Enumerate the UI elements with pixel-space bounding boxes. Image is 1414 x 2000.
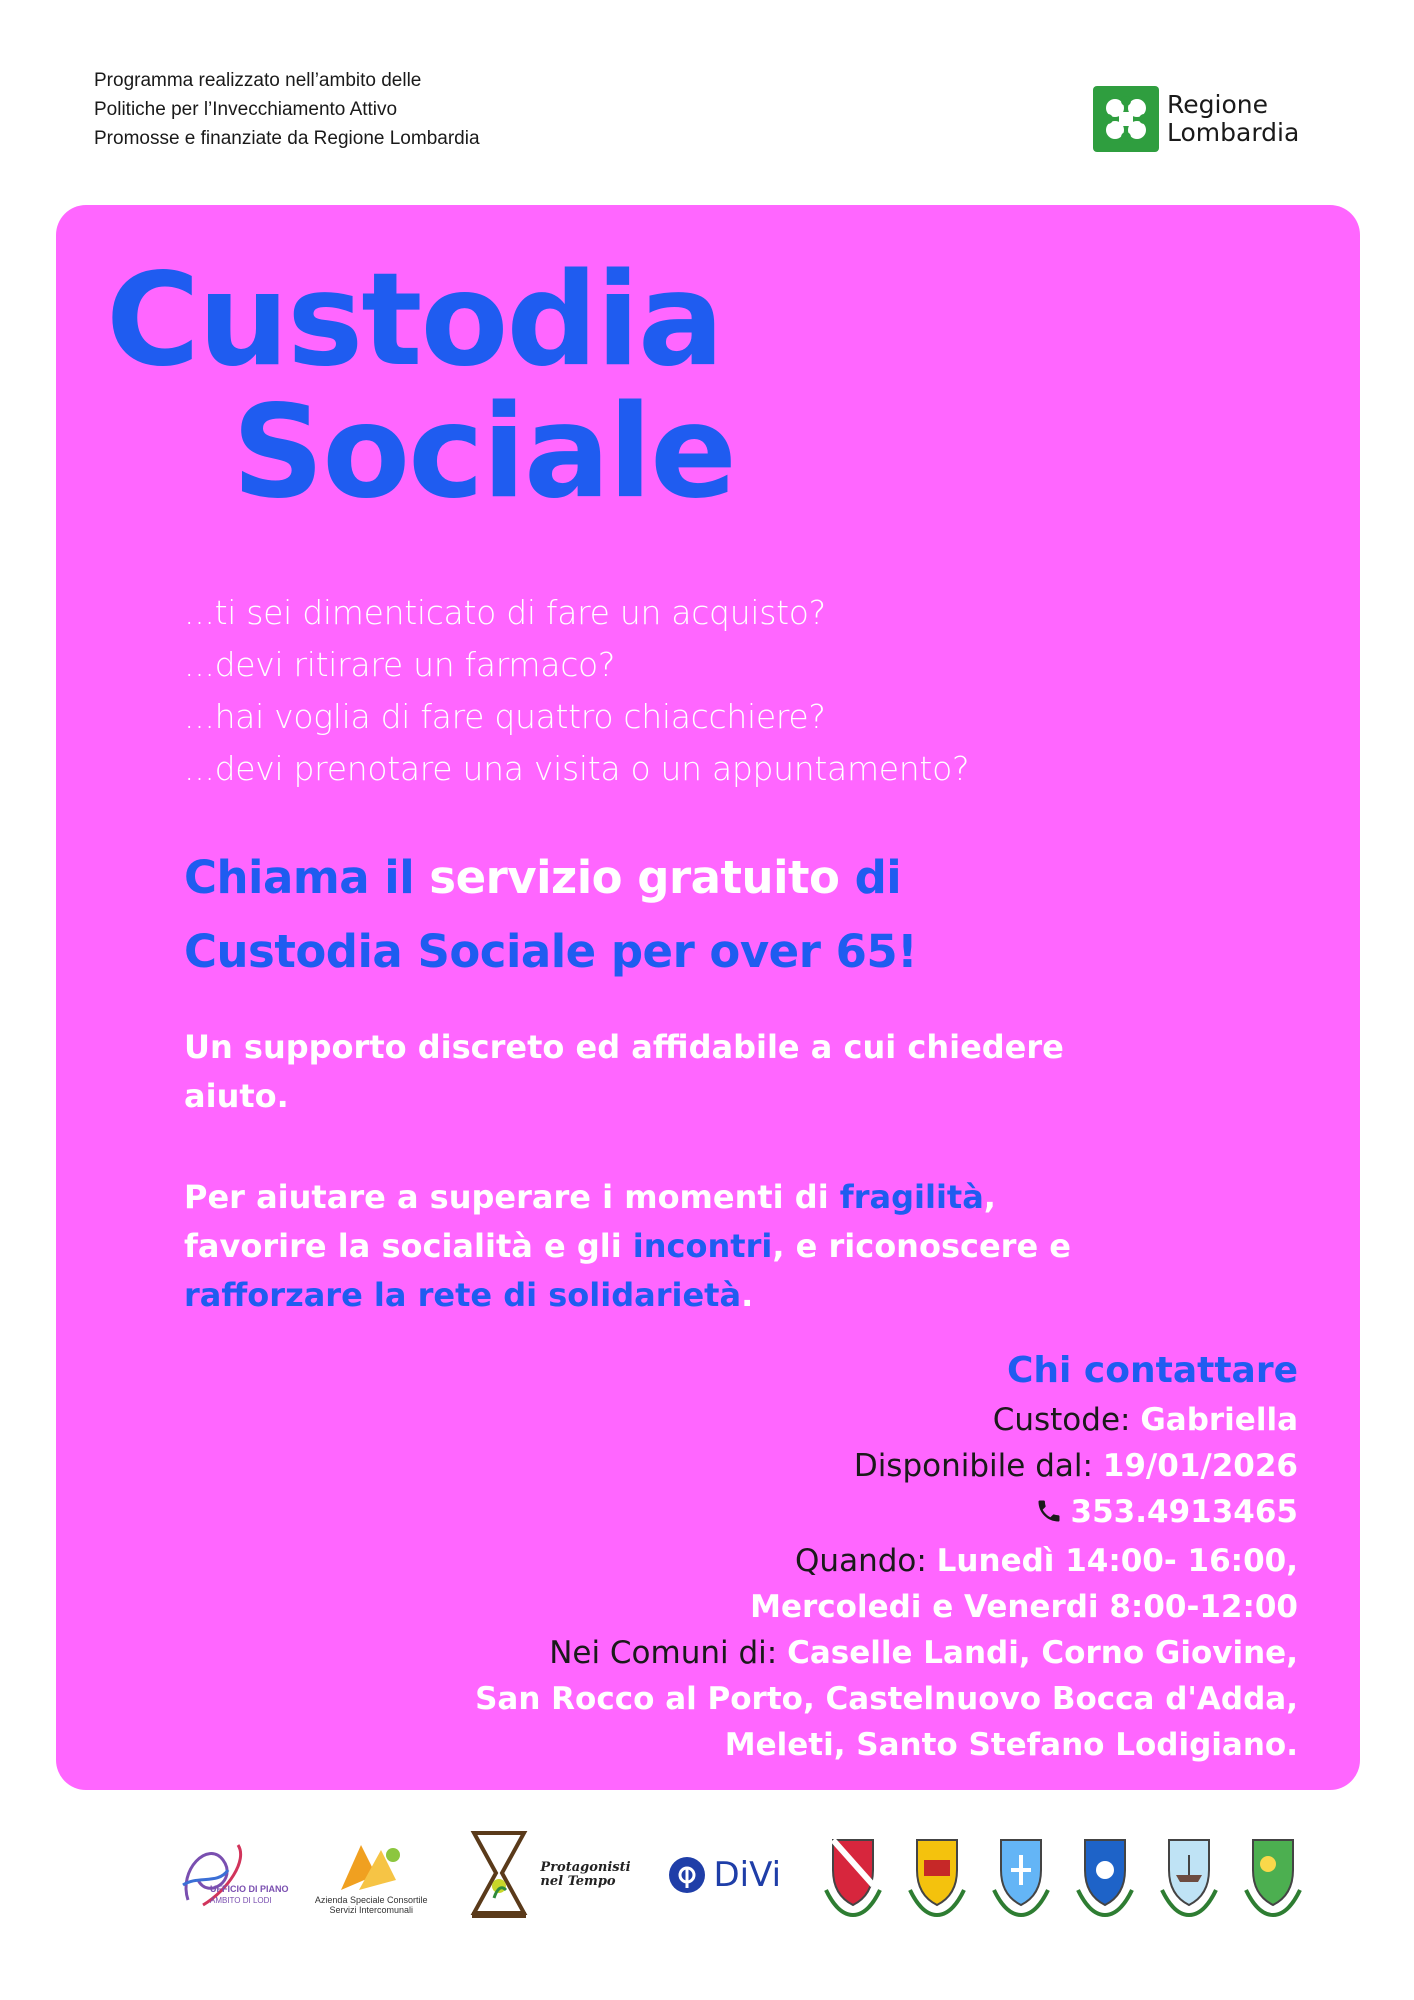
- program-note: [94, 66, 480, 153]
- available-label: Disponibile dal:: [853, 1448, 1103, 1484]
- program-note-line: Promosse e finanziate da Regione Lombardia: [94, 128, 480, 149]
- crest-icon-4: [1070, 1830, 1140, 1920]
- comuni-label: Nei Comuni di:: [549, 1635, 788, 1671]
- ufficio-di-piano-logo: [168, 1830, 289, 1920]
- poster-panel: [56, 205, 1360, 1790]
- phone-row[interactable]: [475, 1489, 1298, 1538]
- purpose-part: , e riconoscere e: [772, 1227, 1071, 1265]
- regione-lombardia-wordmark: [1167, 91, 1299, 147]
- question-item: ...hai voglia di fare quattro chiacchiere?: [184, 697, 826, 736]
- phone-icon: [1035, 1492, 1063, 1538]
- purpose-part: favorire la socialità e gli: [184, 1227, 633, 1265]
- crest-icon-2: [902, 1830, 972, 1920]
- purpose-part: .: [741, 1276, 754, 1314]
- crest-icon-6: [1238, 1830, 1308, 1920]
- protagonisti-line-2: nel Tempo: [540, 1874, 616, 1889]
- comuni-value-3: Meleti, Santo Stefano Lodigiano.: [724, 1727, 1298, 1763]
- contact-heading: Chi contattare: [1006, 1350, 1298, 1391]
- comuni-value-2: San Rocco al Porto, Castelnuovo Bocca d'Adda,: [475, 1681, 1298, 1717]
- when-value-2: Mercoledi e Venerdi 8:00-12:00: [750, 1589, 1298, 1625]
- divi-icon: [667, 1855, 707, 1895]
- purpose-part: ,: [983, 1178, 996, 1216]
- protagonisti-nel-tempo-logo: [464, 1828, 630, 1923]
- program-note-line: Programma realizzato nell’ambito delle: [94, 70, 422, 91]
- contact-block: [475, 1345, 1298, 1768]
- cta-part: di: [839, 851, 902, 904]
- support-text: Un supporto discreto ed affidabile a cui chiedere aiuto.: [184, 1028, 1064, 1115]
- question-list: [184, 587, 969, 795]
- divi-text: DiVi: [713, 1855, 782, 1895]
- custode-label: Custode:: [992, 1402, 1141, 1438]
- brand-line-2: Lombardia: [1167, 118, 1300, 147]
- available-row: [475, 1443, 1298, 1489]
- phone-number[interactable]: 353.4913465: [1070, 1494, 1298, 1530]
- comuni-value: Caselle Landi, Corno Giovine,: [787, 1635, 1298, 1671]
- question-item: ...ti sei dimenticato di fare un acquisto?: [184, 593, 826, 632]
- partner-logos: [168, 1820, 1308, 1930]
- municipal-crests: [818, 1830, 1308, 1920]
- cta-part: Chiama il: [184, 851, 430, 904]
- custode-value: Gabriella: [1140, 1402, 1298, 1438]
- purpose-part: Per aiutare a superare i momenti di: [184, 1178, 840, 1216]
- program-note-line: Politiche per l’Invecchiamento Attivo: [94, 99, 398, 120]
- purpose-text: [184, 1173, 1071, 1320]
- question-item: ...devi ritirare un farmaco?: [184, 645, 616, 684]
- ufficio-line-2: AMBITO DI LODI: [210, 1896, 272, 1905]
- azienda-speciale-logo: [315, 1835, 428, 1915]
- poster-title: [106, 246, 735, 527]
- purpose-highlight: rafforzare la rete di solidarietà: [184, 1276, 742, 1314]
- available-value: 19/01/2026: [1102, 1448, 1298, 1484]
- cta-highlight: servizio gratuito: [429, 851, 840, 904]
- custode-row: [475, 1397, 1298, 1443]
- crest-icon-1: [818, 1830, 888, 1920]
- brand-line-1: Regione: [1167, 90, 1268, 119]
- when-label: Quando:: [795, 1543, 937, 1579]
- purpose-highlight: fragilità: [839, 1178, 984, 1216]
- crest-icon-5: [1154, 1830, 1224, 1920]
- azienda-line-1: Azienda Speciale Consortile: [314, 1895, 428, 1905]
- comuni-row: [475, 1630, 1298, 1676]
- when-value: Lunedì 14:00- 16:00,: [936, 1543, 1298, 1579]
- title-line-2: Sociale: [232, 378, 735, 527]
- purpose-highlight: incontri: [632, 1227, 773, 1265]
- regione-lombardia-logo: [1093, 86, 1299, 152]
- regione-lombardia-mark-icon: [1093, 86, 1159, 152]
- question-item: ...devi prenotare una visita o un appuntamento?: [184, 749, 970, 788]
- cta-line-2: Custodia Sociale per over 65!: [184, 925, 918, 978]
- crest-icon-3: [986, 1830, 1056, 1920]
- ufficio-line-1: UFFICIO DI PIANO: [210, 1884, 289, 1894]
- divi-logo: [667, 1855, 781, 1895]
- azienda-line-2: Servizi Intercomunali: [329, 1905, 413, 1915]
- call-to-action: [184, 841, 917, 989]
- title-line-1: Custodia: [106, 246, 723, 395]
- protagonisti-line-1: Protagonisti: [540, 1860, 631, 1875]
- when-row: [475, 1538, 1298, 1584]
